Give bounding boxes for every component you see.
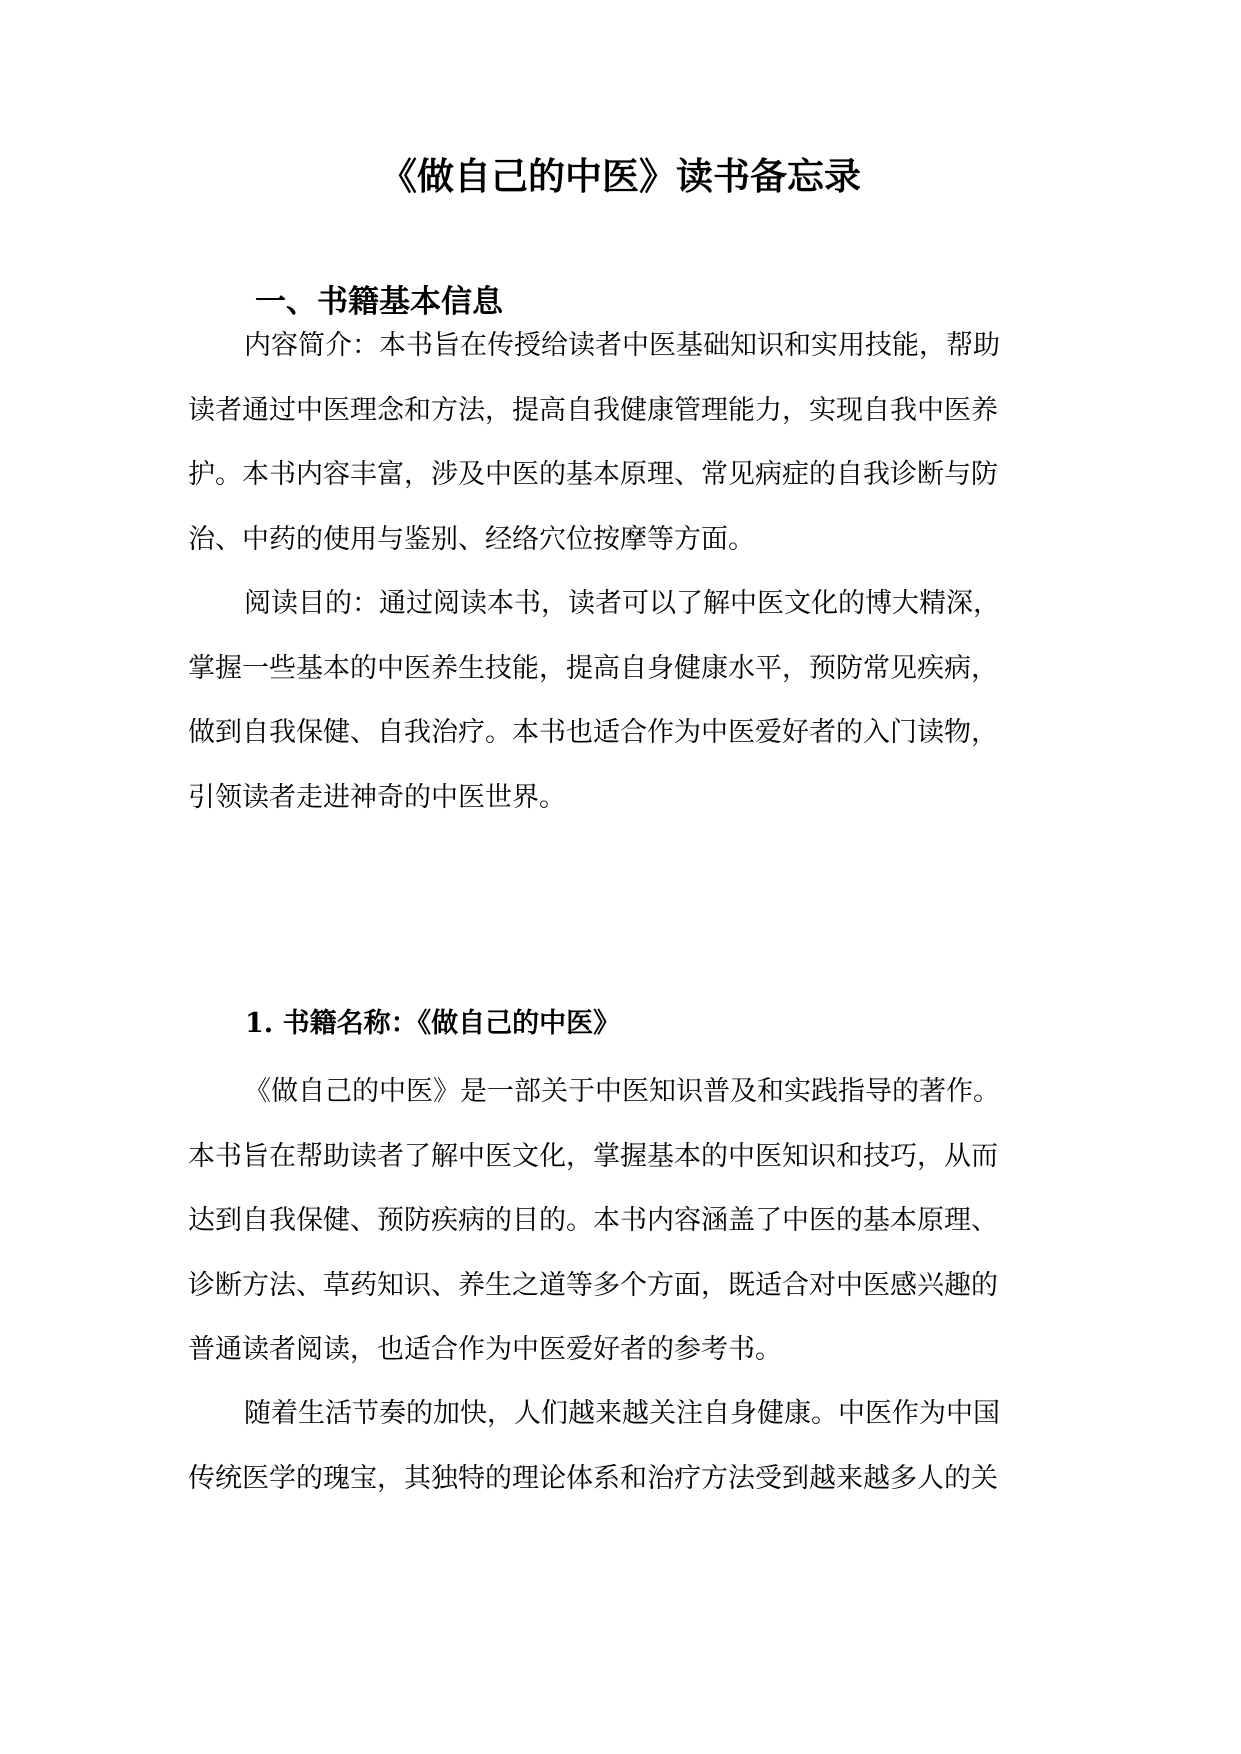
paragraph-line: 随着生活节奏的加快，人们越来越关注自身健康。中医作为中国	[244, 1398, 1000, 1429]
paragraph-line: 传统医学的瑰宝，其独特的理论体系和治疗方法受到越来越多人的关	[188, 1462, 998, 1494]
paragraph-line: 治、中药的使用与鉴别、经络穴位按摩等方面。	[188, 523, 755, 555]
paragraph-line: 阅读目的：通过阅读本书，读者可以了解中医文化的博大精深，	[244, 588, 1000, 619]
paragraph-line: 《做自己的中医》是一部关于中医知识普及和实践指导的著作。	[244, 1076, 1000, 1107]
paragraph-line: 护。本书内容丰富，涉及中医的基本原理、常见病症的自我诊断与防	[188, 459, 998, 490]
paragraph-purpose	[188, 572, 1064, 830]
paragraph-line: 引领读者走进神奇的中医世界。	[188, 781, 566, 813]
paragraph-line: 诊断方法、草药知识、养生之道等多个方面，既适合对中医感兴趣的	[188, 1269, 998, 1301]
subsection-heading-book-name: 1. 书籍名称：《做自己的中医》	[245, 1008, 621, 1039]
paragraph-line: 做到自我保健、自我治疗。本书也适合作为中医爱好者的入门读物，	[188, 717, 998, 748]
paragraph-line: 内容简介：本书旨在传授给读者中医基础知识和实用技能，帮助	[244, 330, 1000, 361]
document-title: 《做自己的中医》读书备忘录	[380, 154, 861, 198]
paragraph-line: 掌握一些基本的中医养生技能，提高自身健康水平，预防常见疾病，	[188, 652, 998, 684]
section-heading-basic-info: 一、书籍基本信息	[255, 284, 503, 320]
paragraph-line: 读者通过中医理念和方法，提高自我健康管理能力，实现自我中医养	[188, 394, 998, 426]
paragraph-book-description	[188, 1060, 1064, 1383]
paragraph-health-trend	[188, 1382, 1064, 1511]
paragraph-line: 本书旨在帮助读者了解中医文化，掌握基本的中医知识和技巧，从而	[188, 1140, 998, 1172]
paragraph-line: 普通读者阅读，也适合作为中医爱好者的参考书。	[188, 1334, 782, 1365]
paragraph-line: 达到自我保健、预防疾病的目的。本书内容涵盖了中医的基本原理、	[188, 1205, 998, 1236]
paragraph-intro	[188, 314, 1064, 572]
